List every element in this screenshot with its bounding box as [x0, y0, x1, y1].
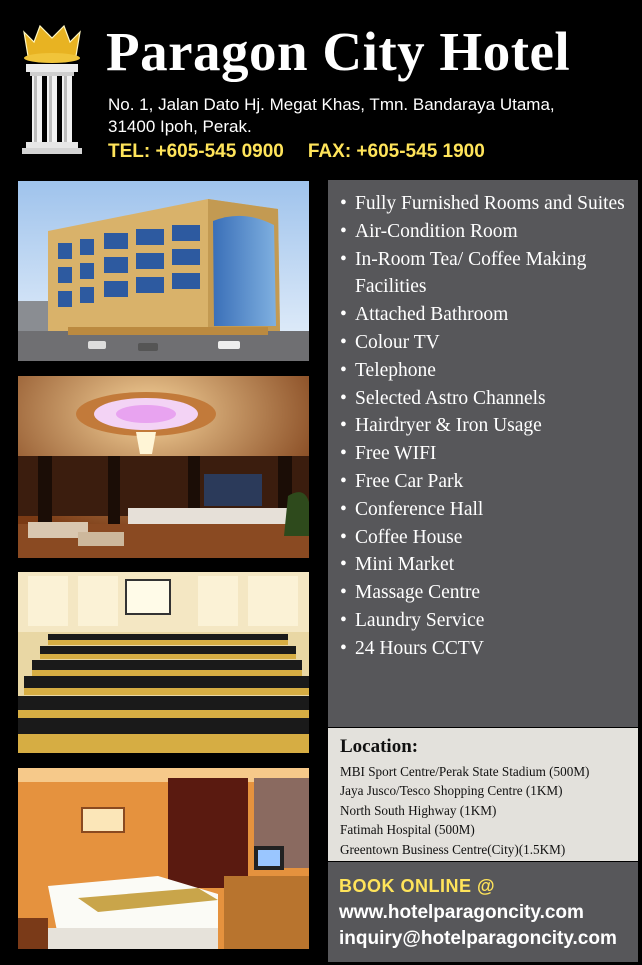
- contact-numbers: [108, 141, 485, 163]
- conference-hall-photo: [18, 572, 309, 753]
- website-link[interactable]: www.hotelparagoncity.com: [339, 902, 584, 923]
- address-line-1: No. 1, Jalan Dato Hj. Megat Khas, Tmn. Bandaraya Utama,: [108, 95, 555, 114]
- crown-pillar-logo-icon: [18, 18, 86, 158]
- amenity-item: • Massage Centre: [340, 579, 638, 607]
- amenity-item: • Coffee House: [340, 524, 638, 552]
- location-title: Location:: [340, 736, 419, 757]
- amenity-item: • Attached Bathroom: [340, 301, 638, 329]
- location-item: Jaya Jusco/Tesco Shopping Centre (1KM): [340, 783, 563, 799]
- amenity-item: • Hairdryer & Iron Usage: [340, 412, 638, 440]
- amenity-item: • Air-Condition Room: [340, 218, 638, 246]
- amenity-item: • In-Room Tea/ Coffee Making Facilities: [340, 246, 638, 302]
- guest-room-photo: [18, 768, 309, 949]
- amenity-item: • Free WIFI: [340, 440, 638, 468]
- address-line-2: 31400 Ipoh, Perak.: [108, 117, 252, 136]
- location-item: MBI Sport Centre/Perak State Stadium (500M): [340, 764, 590, 779]
- amenity-item: • Laundry Service: [340, 607, 638, 635]
- location-item: Fatimah Hospital (500M): [340, 822, 475, 838]
- book-online-label: BOOK ONLINE @: [339, 876, 496, 896]
- amenity-item: • Colour TV: [340, 329, 638, 357]
- amenity-item: • Free Car Park: [340, 468, 638, 496]
- tel-number[interactable]: TEL: +605-545 0900: [108, 141, 284, 162]
- hotel-title: Paragon City Hotel: [106, 21, 571, 82]
- header: [0, 0, 642, 172]
- amenity-item: • Fully Furnished Rooms and Suites: [340, 190, 638, 218]
- location-list: [340, 762, 589, 859]
- amenity-item: • Mini Market: [340, 551, 638, 579]
- booking-panel: [328, 862, 638, 962]
- amenities-panel: [328, 180, 638, 727]
- email-link[interactable]: inquiry@hotelparagoncity.com: [339, 928, 617, 949]
- hotel-address: [108, 94, 638, 138]
- location-item: North South Highway (1KM): [340, 802, 497, 818]
- amenity-item: • Telephone: [340, 357, 638, 385]
- hotel-exterior-photo: [18, 181, 309, 361]
- amenity-item: • 24 Hours CCTV: [340, 635, 638, 663]
- lobby-photo: [18, 376, 309, 558]
- location-item: Greentown Business Centre(City)(1.5KM): [340, 841, 566, 857]
- fax-number: FAX: +605-545 1900: [307, 141, 485, 162]
- amenity-item: • Selected Astro Channels: [340, 385, 638, 413]
- amenity-item: • Conference Hall: [340, 496, 638, 524]
- amenities-list: [328, 180, 638, 663]
- location-panel: [328, 728, 638, 861]
